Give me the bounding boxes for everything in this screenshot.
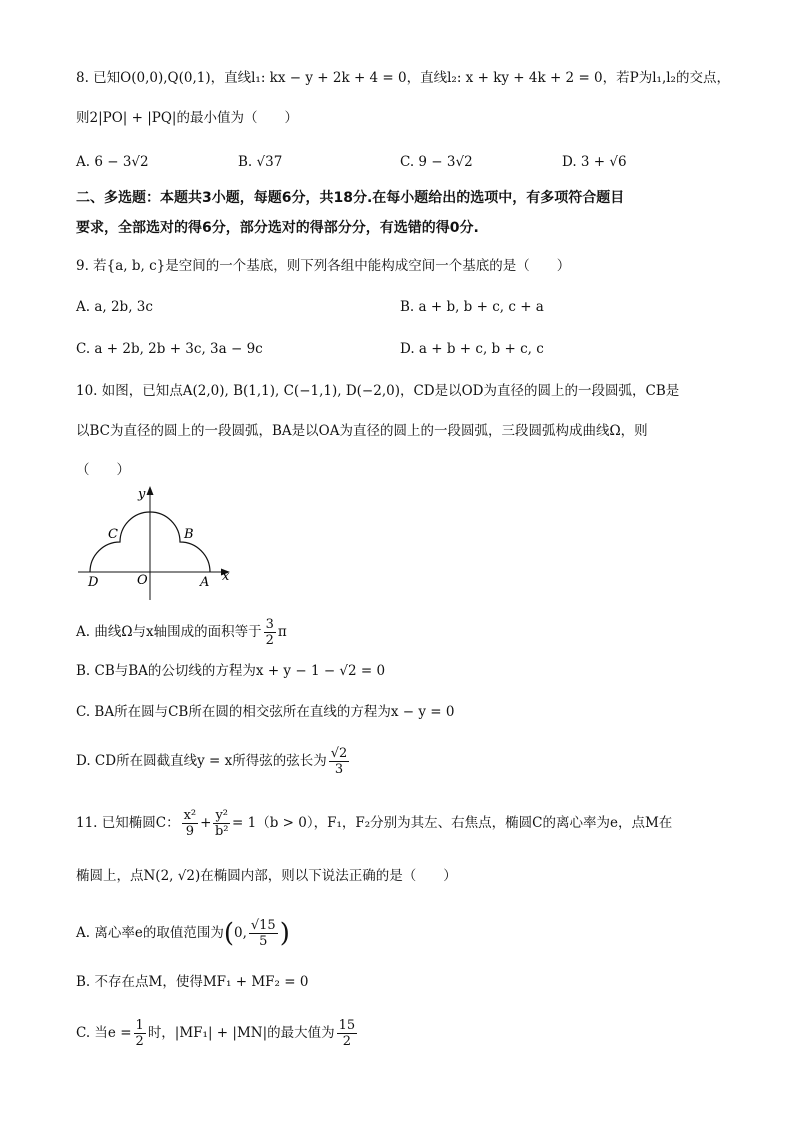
q10-stem-line3: （ ） [76,462,130,478]
q8-option-c: C. 9 − 3√2 [400,154,473,170]
q11-option-c-text: 时，|MF₁| + |MN|的最大值为 [147,1025,335,1041]
q10-option-d-fraction: $\frac{√2}{3}$ [330,746,348,777]
q11-option-b: B. 不存在点M，使得MF₁ + MF₂ = 0 [76,974,309,990]
q10-stem-line2: 以BC为直径的圆上的一段圆弧，BA是以OA为直径的圆上的一段圆弧，三段圆弧构成曲线Ω，则 [76,423,648,439]
q11-stem-line1 [76,808,672,839]
label-o: O [137,573,148,588]
q8-option-b: B. √37 [238,154,283,170]
q11-option-a-text: A. 离心率e的取值范围为 [76,925,224,941]
q11-fraction-x: $\frac{\text{x²}}{9}$ [183,808,197,839]
q8-option-a: A. 6 − 3√2 [76,154,149,170]
q11-option-c-fraction-max: $\frac{15}{2}$ [338,1018,356,1049]
q9-stem: 9. 若{a, b, c}是空间的一个基底，则下列各组中能构成空间一个基底的是（ ） [76,258,571,274]
q10-option-a-text: A. 曲线Ω与x轴围成的面积等于 [76,624,262,640]
q10-option-a-pi: π [277,624,287,640]
q10-figure [74,484,244,604]
section2-heading-line1: 二、多选题：本题共3小题，每题6分，共18分.在每小题给出的选项中，有多项符合题目 [76,190,625,206]
label-d: D [88,575,99,590]
label-b: B [184,527,194,542]
q10-option-b: B. CB与BA的公切线的方程为x + y − 1 − √2 = 0 [76,663,386,679]
q11-option-a [76,918,290,949]
q10-option-c: C. BA所在圆与CB所在圆的相交弦所在直线的方程为x − y = 0 [76,704,455,720]
q11-option-a-zero: 0, [233,925,247,941]
q11-option-c-prefix: C. 当e = [76,1025,132,1041]
q11-option-a-lparen: ( [223,918,234,949]
q8-option-d: D. 3 + √6 [562,154,627,170]
q11-option-c-fraction-e: $\frac{1}{2}$ [135,1018,144,1049]
q10-option-a [76,617,287,648]
q11-option-a-rparen: ) [279,918,290,949]
q10-stem-line1: 10. 如图，已知点A(2,0), B(1,1), C(−1,1), D(−2,0)，CD是以OD为直径的圆上的一段圆弧，CB是 [76,383,680,399]
q11-stem-suffix: = 1（b > 0），F₁，F₂分别为其左、右焦点，椭圆C的离心率为e，点M在 [232,815,673,831]
q11-stem-prefix: 11. 已知椭圆C： [76,815,180,831]
label-c: C [108,527,118,542]
section2-heading-line2: 要求，全部选对的得6分，部分选对的得部分分，有选错的得0分. [76,220,479,236]
q9-option-d: D. a + b + c, b + c, c [400,341,544,357]
q11-option-a-fraction: $\frac{√15}{5}$ [250,918,276,949]
q9-option-c: C. a + 2b, 2b + 3c, 3a − 9c [76,341,263,357]
q11-option-c [76,1018,359,1049]
label-y: y [138,487,146,502]
q9-option-a: A. a, 2b, 3c [76,299,153,315]
q10-option-d [76,746,351,777]
y-axis-arrow [147,486,154,495]
q10-option-a-fraction: $\frac{3}{2}$ [265,617,274,648]
label-x: x [222,569,230,584]
q10-option-d-text: D. CD所在圆截直线y = x所得弦的弦长为 [76,753,327,769]
label-a: A [200,575,210,590]
q11-plus: + [200,815,212,831]
q9-option-b: B. a + b, b + c, c + a [400,299,544,315]
q11-stem-line2: 椭圆上，点N(2, √2)在椭圆内部，则以下说法正确的是（ ） [76,868,457,884]
q8-stem-line1: 8. 已知O(0,0),Q(0,1)，直线l₁: kx − y + 2k + 4 = 0，直线l₂: x + ky + 4k + 2 = 0，若P为l₁,l₂的交点， [76,70,730,86]
q11-fraction-y: $\frac{\text{y²}}{\text{b²}}$ [214,808,229,839]
q8-stem-line2: 则2|PO| + |PQ|的最小值为（ ） [76,110,298,126]
